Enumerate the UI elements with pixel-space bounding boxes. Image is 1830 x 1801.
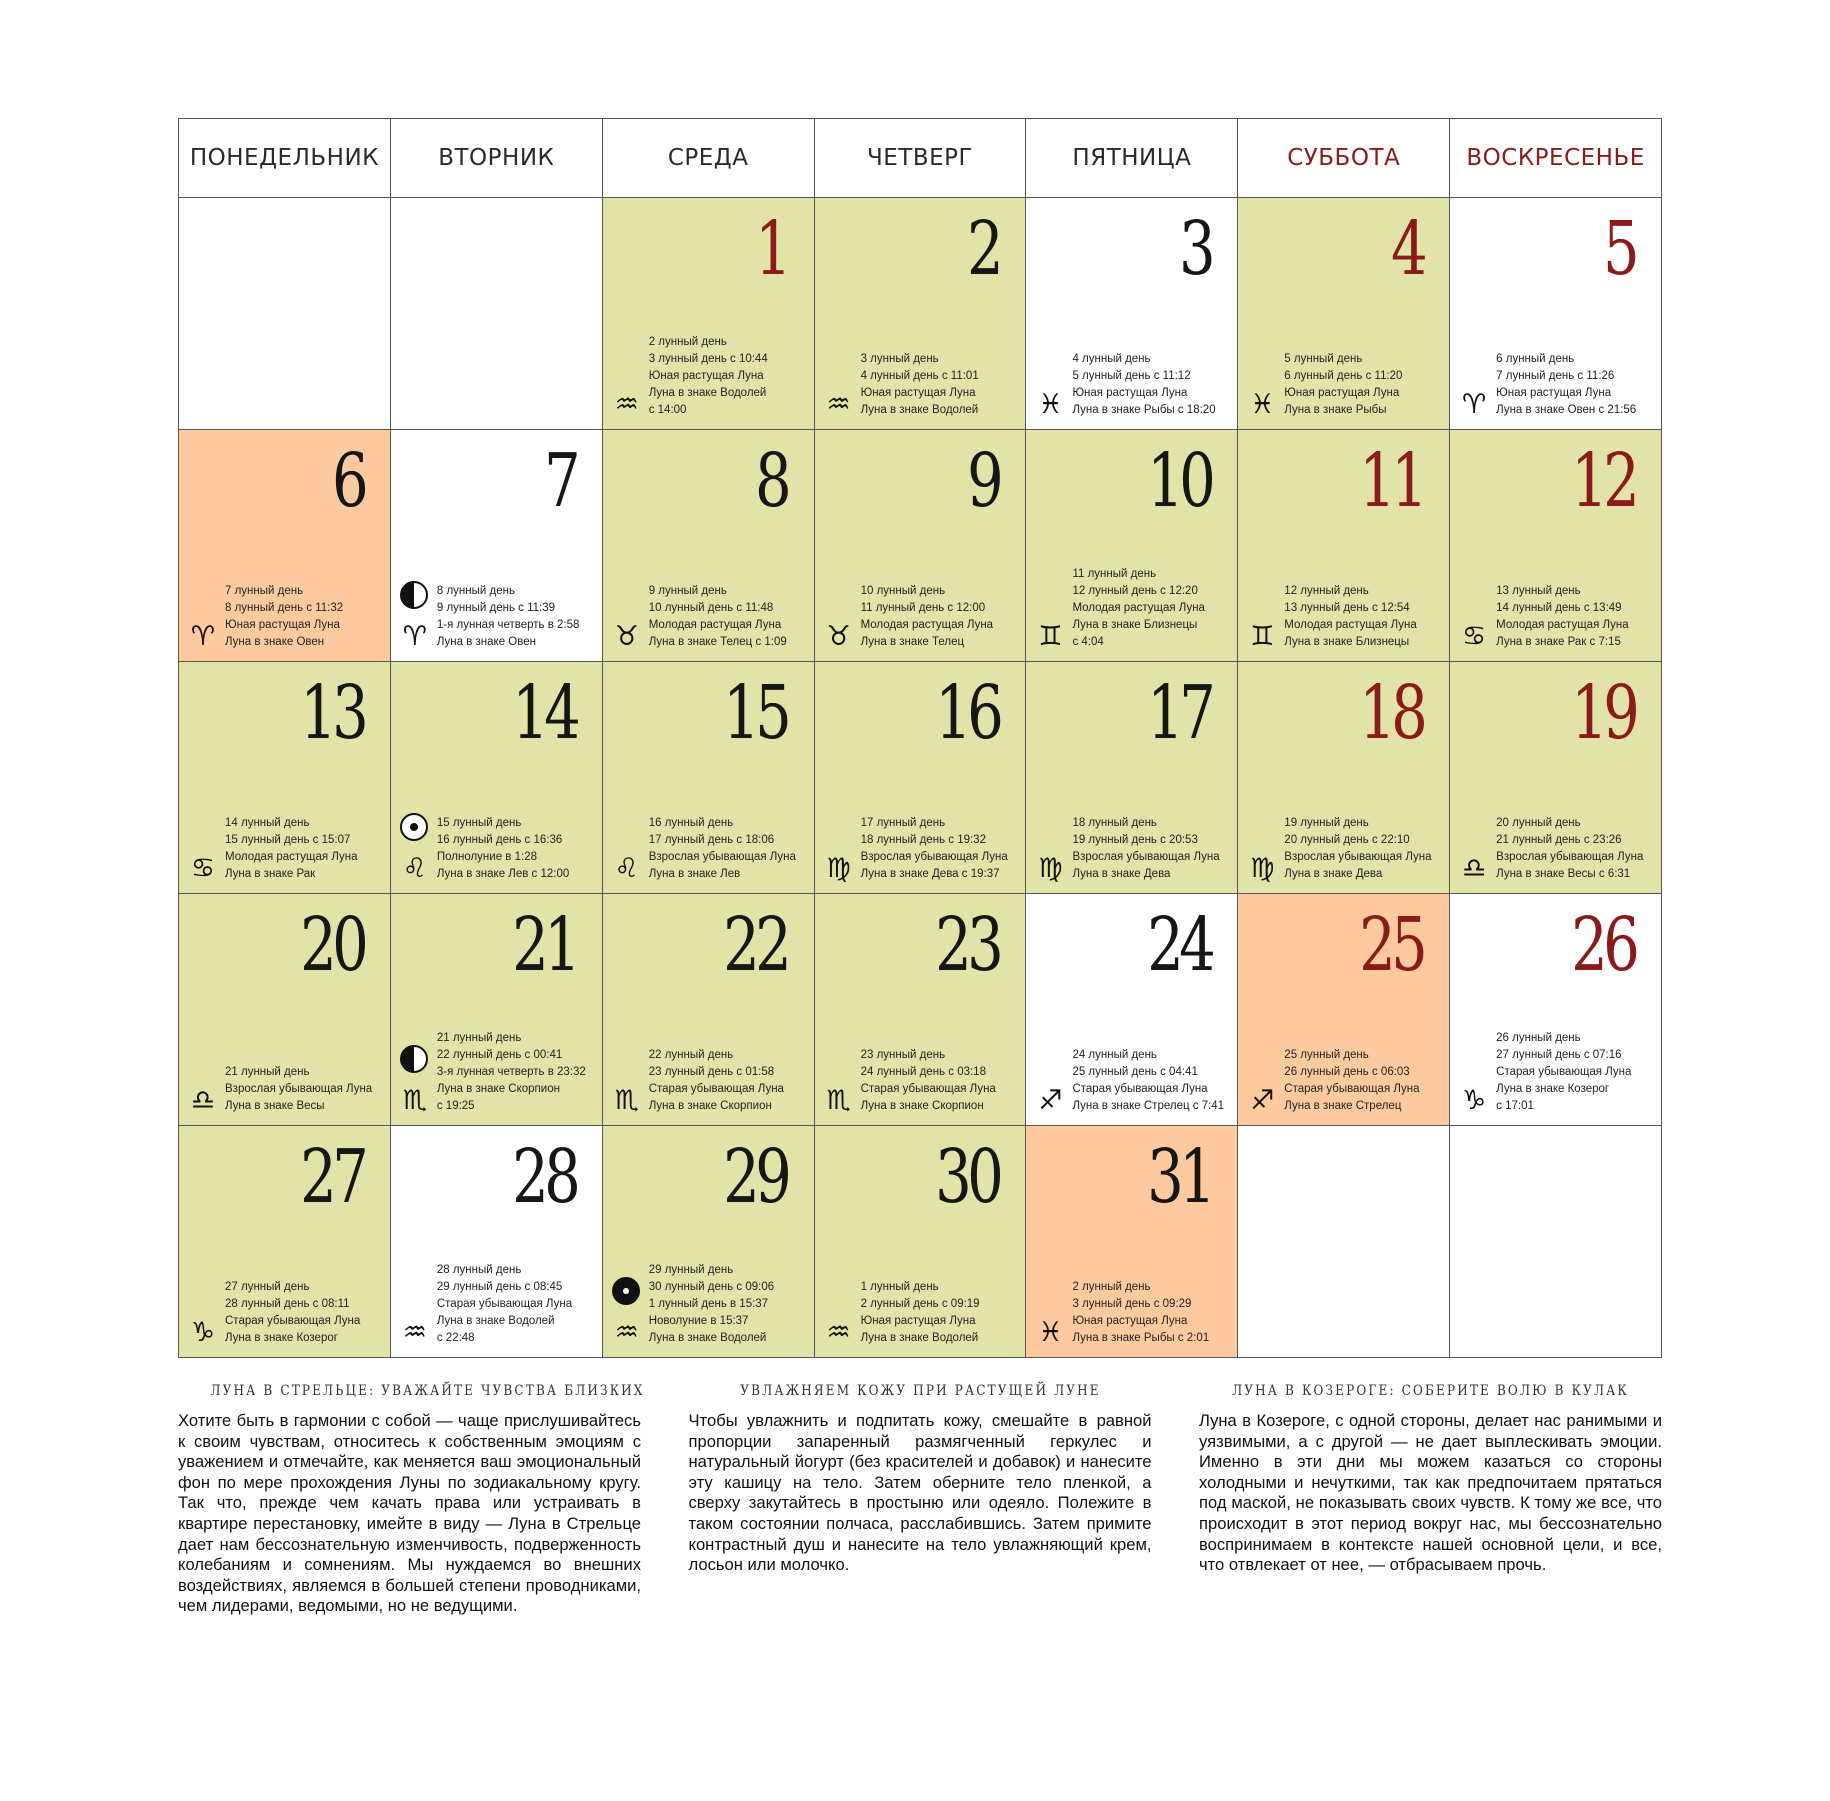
lunar-info-line: Юная растущая Луна bbox=[860, 387, 976, 399]
lunar-info-line: Юная растущая Луна bbox=[225, 619, 340, 631]
lunar-info-line: Луна в знаке Водолей bbox=[860, 404, 979, 416]
lunar-info-line: с 22:48 bbox=[436, 1332, 475, 1344]
lunar-info-line: Юная растущая Луна bbox=[1284, 387, 1400, 399]
lunar-info-line: 2 лунный день bbox=[1072, 1281, 1151, 1293]
lunar-info-line: Луна в знаке Водолей bbox=[648, 387, 767, 399]
aries-icon: ♈ bbox=[190, 621, 216, 652]
quarter-moon-icon bbox=[400, 1045, 428, 1073]
lunar-info-line: Луна в знаке Водолей bbox=[648, 1332, 767, 1344]
lunar-info-line: 1 лунный день bbox=[860, 1281, 939, 1293]
lunar-info-line: 7 лунный день с 11:26 bbox=[1496, 370, 1615, 382]
lunar-info-line: Луна в знаке Телец с 1:09 bbox=[648, 636, 787, 648]
lunar-info-line: Взрослая убывающая Луна bbox=[648, 851, 796, 863]
scorpio-icon: ♏ bbox=[614, 1085, 639, 1116]
lunar-info-line: 29 лунный день с 08:45 bbox=[436, 1281, 563, 1293]
lunar-info-line: 25 лунный день bbox=[1284, 1049, 1369, 1061]
day-cell bbox=[391, 1126, 603, 1357]
day-cell bbox=[1238, 198, 1450, 429]
lunar-info-line: Луна в знаке Дева bbox=[1072, 868, 1171, 880]
day-number: 30 bbox=[935, 1134, 1000, 1220]
day-number: 17 bbox=[1147, 670, 1212, 756]
lunar-info-line: 9 лунный день bbox=[648, 585, 727, 597]
lunar-info-line: 8 лунный день bbox=[436, 585, 515, 597]
capricorn-icon: ♑ bbox=[190, 1317, 216, 1348]
lunar-info-line: Луна в знаке Овен с 21:56 bbox=[1496, 404, 1637, 416]
article-body: Луна в Козероге, с одной стороны, делает нас ранимыми и уязвимыми, а с другой — не дает выплескивать эмоции. Именно в эти дни мы можем казаться со стороны холодными и нечуткими, так как предпочитаем прятаться под маской, не показывать своих чувств. К тому же все, что происходит в этот период вокруг нас, мы бессознательно воспринимаем в контексте нашей основной цели, и все, что отвлекает от нее, — отбрасываем прочь. bbox=[1199, 1411, 1662, 1575]
lunar-info bbox=[437, 1262, 572, 1347]
article-body: Хотите быть в гармонии с собой — чаще прислушивайтесь к своим чувствам, относитесь к собственным эмоциям с уважением и отмечайте, как меняется ваш эмоциональный фон по мере прохождения Луны по зодиакальному кругу. Так что, прежде чем качать права или устраивать в квартире перестановку, имейте в виду — Луна в Стрельце дает нам бессознательную изменчивость, подверженность колебаниям и сомнениям. Мы нуждаемся во внешних воздействиях, являемся в большей степени проводниками, чем лидерами, ведомыми, но не ведущими. bbox=[178, 1411, 641, 1616]
lunar-info-line: 4 лунный день с 11:01 bbox=[860, 370, 979, 382]
day-number: 27 bbox=[299, 1134, 364, 1220]
calendar-week bbox=[179, 1126, 1661, 1357]
day-number: 26 bbox=[1570, 902, 1636, 988]
lunar-info bbox=[649, 1047, 784, 1115]
lunar-info-line: Луна в знаке Весы с 6:31 bbox=[1496, 868, 1631, 880]
article-title: ЛУНА В СТРЕЛЬЦЕ: УВАЖАЙТЕ ЧУВСТВА БЛИЗКИХ bbox=[210, 1383, 645, 1399]
lunar-info-line: Юная растущая Луна bbox=[1072, 387, 1188, 399]
day-cell bbox=[815, 894, 1027, 1125]
lunar-info-line: Луна в знаке Телец bbox=[860, 636, 965, 648]
lunar-info-line: Луна в знаке Скорпион bbox=[648, 1100, 772, 1112]
calendar-week bbox=[179, 662, 1661, 894]
day-number: 20 bbox=[299, 902, 364, 988]
weekday-sunday: ВОСКРЕСЕНЬЕ bbox=[1466, 145, 1645, 171]
lunar-info-line: 11 лунный день bbox=[1072, 568, 1157, 580]
lunar-info-line: 2 лунный день с 09:19 bbox=[860, 1298, 980, 1310]
weekday-saturday: СУББОТА bbox=[1238, 119, 1450, 197]
empty-day-cell bbox=[391, 198, 603, 429]
day-number: 2 bbox=[967, 206, 1000, 292]
lunar-info-line: 5 лунный день bbox=[1284, 353, 1363, 365]
lunar-info-line: 3-я лунная четверть в 23:32 bbox=[436, 1066, 586, 1078]
weekday-header bbox=[179, 119, 1661, 198]
lunar-info-line: Луна в знаке Дева bbox=[1284, 868, 1383, 880]
aquarius-icon: ♒ bbox=[614, 1317, 639, 1348]
lunar-info-line: 1 лунный день в 15:37 bbox=[648, 1298, 769, 1310]
day-cell bbox=[179, 894, 391, 1125]
day-number: 25 bbox=[1359, 902, 1424, 988]
lunar-info-line: Луна в знаке Скорпион bbox=[436, 1083, 560, 1095]
lunar-info bbox=[1284, 583, 1417, 651]
calendar-week bbox=[179, 198, 1661, 430]
lunar-info-line: 21 лунный день с 23:26 bbox=[1496, 834, 1622, 846]
lunar-info-line: 16 лунный день с 16:36 bbox=[436, 834, 563, 846]
lunar-info-line: 5 лунный день с 11:12 bbox=[1072, 370, 1191, 382]
lunar-info-line: с 14:00 bbox=[648, 404, 687, 416]
day-number: 9 bbox=[967, 438, 1000, 524]
lunar-info-line: Старая убывающая Луна bbox=[1284, 1083, 1420, 1095]
lunar-info-line: 6 лунный день с 11:20 bbox=[1284, 370, 1403, 382]
moon-calendar bbox=[178, 118, 1662, 1358]
virgo-icon: ♍ bbox=[1038, 853, 1063, 884]
day-number: 31 bbox=[1147, 1134, 1212, 1220]
day-cell bbox=[815, 198, 1027, 429]
lunar-info bbox=[649, 583, 787, 651]
day-cell bbox=[603, 198, 815, 429]
lunar-info-line: Луна в знаке Козерог bbox=[225, 1332, 338, 1344]
lunar-info-line: Молодая растущая Луна bbox=[860, 619, 994, 631]
day-cell bbox=[1238, 894, 1450, 1125]
lunar-info-line: с 17:01 bbox=[1496, 1100, 1534, 1112]
gemini-icon: ♊ bbox=[1250, 621, 1275, 652]
day-number: 29 bbox=[723, 1134, 788, 1220]
lunar-info bbox=[861, 351, 979, 419]
lunar-info-line: Взрослая убывающая Луна bbox=[860, 851, 1008, 863]
pisces-icon: ♓ bbox=[1038, 389, 1063, 420]
taurus-icon: ♉ bbox=[826, 621, 851, 652]
lunar-info bbox=[1496, 1030, 1631, 1115]
lunar-info-line: Полнолуние в 1:28 bbox=[436, 851, 537, 863]
empty-day-cell bbox=[1450, 1126, 1661, 1357]
lunar-info bbox=[861, 815, 1008, 883]
day-number: 18 bbox=[1359, 670, 1424, 756]
day-number: 13 bbox=[299, 670, 364, 756]
lunar-info-line: 13 лунный день с 12:54 bbox=[1284, 602, 1410, 614]
day-number: 21 bbox=[511, 902, 576, 988]
day-number: 11 bbox=[1359, 438, 1424, 524]
lunar-info bbox=[437, 1030, 586, 1115]
day-cell bbox=[1238, 662, 1450, 893]
lunar-info-line: 6 лунный день bbox=[1496, 353, 1575, 365]
day-number: 22 bbox=[723, 902, 788, 988]
article-skin-care bbox=[689, 1383, 1152, 1617]
day-number: 10 bbox=[1147, 438, 1212, 524]
day-cell bbox=[1450, 430, 1661, 661]
day-number: 4 bbox=[1391, 206, 1424, 292]
lunar-info bbox=[1284, 351, 1402, 419]
lunar-info bbox=[1496, 815, 1643, 883]
empty-day-cell bbox=[179, 198, 391, 429]
lunar-info-line: Луна в знаке Рыбы bbox=[1284, 404, 1387, 416]
day-number: 8 bbox=[755, 438, 788, 524]
lunar-info-line: 7 лунный день bbox=[225, 585, 304, 597]
day-cell bbox=[1450, 894, 1661, 1125]
pisces-icon: ♓ bbox=[1038, 1317, 1063, 1348]
lunar-info-line: Луна в знаке Лев с 12:00 bbox=[436, 868, 570, 880]
lunar-info-line: 3 лунный день с 10:44 bbox=[648, 353, 768, 365]
lunar-info-line: Луна в знаке Весы bbox=[225, 1100, 325, 1112]
day-cell bbox=[179, 430, 391, 661]
lunar-info-line: 18 лунный день с 19:32 bbox=[860, 834, 986, 846]
lunar-info-line: 12 лунный день с 12:20 bbox=[1072, 585, 1198, 597]
calendar-week bbox=[179, 894, 1661, 1126]
lunar-info bbox=[225, 1279, 360, 1347]
lunar-info-line: Луна в знаке Водолей bbox=[436, 1315, 555, 1327]
lunar-info bbox=[437, 815, 569, 883]
weekday-monday: ПОНЕДЕЛЬНИК bbox=[179, 119, 391, 197]
lunar-info-line: Юная растущая Луна bbox=[648, 370, 764, 382]
cancer-icon: ♋ bbox=[190, 853, 216, 884]
weekday-wednesday: СРЕДА bbox=[603, 119, 815, 197]
lunar-info-line: Луна в знаке Овен bbox=[225, 636, 325, 648]
lunar-info-line: 16 лунный день bbox=[648, 817, 734, 829]
virgo-icon: ♍ bbox=[1250, 853, 1275, 884]
lunar-info-line: 17 лунный день bbox=[860, 817, 946, 829]
aries-icon: ♈ bbox=[1462, 389, 1487, 420]
lunar-info-line: 17 лунный день с 18:06 bbox=[648, 834, 775, 846]
lunar-info-line: 10 лунный день с 11:48 bbox=[648, 602, 774, 614]
day-number: 7 bbox=[543, 438, 576, 524]
lunar-info-line: 19 лунный день с 20:53 bbox=[1072, 834, 1198, 846]
weekday-thursday: ЧЕТВЕРГ bbox=[815, 119, 1027, 197]
lunar-info-line: 14 лунный день с 13:49 bbox=[1496, 602, 1622, 614]
lunar-info-line: Луна в знаке Близнецы bbox=[1072, 619, 1198, 631]
lunar-info-line: Старая убывающая Луна bbox=[225, 1315, 361, 1327]
lunar-info-line: 1-я лунная четверть в 2:58 bbox=[436, 619, 580, 631]
day-cell bbox=[1026, 894, 1238, 1125]
scorpio-icon: ♏ bbox=[826, 1085, 851, 1116]
lunar-info-line: 2 лунный день bbox=[648, 336, 727, 348]
lunar-info-line: 14 лунный день bbox=[225, 817, 310, 829]
lunar-info-line: Луна в знаке Стрелец с 7:41 bbox=[1072, 1100, 1225, 1112]
pisces-icon: ♓ bbox=[1250, 389, 1275, 420]
article-title: УВЛАЖНЯЕМ КОЖУ ПРИ РАСТУЩЕЙ ЛУНЕ bbox=[739, 1383, 1101, 1399]
articles bbox=[178, 1383, 1662, 1617]
lunar-info-line: 27 лунный день с 07:16 bbox=[1496, 1049, 1622, 1061]
lunar-info-line: 15 лунный день с 15:07 bbox=[225, 834, 351, 846]
lunar-info-line: Юная растущая Луна bbox=[1072, 1315, 1188, 1327]
leo-icon: ♌ bbox=[614, 853, 639, 884]
aries-icon: ♈ bbox=[402, 621, 427, 652]
libra-icon: ♎ bbox=[1462, 853, 1487, 884]
lunar-info-line: Взрослая убывающая Луна bbox=[225, 1083, 373, 1095]
article-sagittarius bbox=[178, 1383, 645, 1617]
lunar-info-line: 25 лунный день с 04:41 bbox=[1072, 1066, 1198, 1078]
lunar-info-line: 22 лунный день bbox=[648, 1049, 734, 1061]
day-number: 12 bbox=[1570, 438, 1636, 524]
lunar-info-line: 22 лунный день с 00:41 bbox=[436, 1049, 563, 1061]
lunar-info-line: 28 лунный день с 08:11 bbox=[225, 1298, 350, 1310]
day-number: 16 bbox=[935, 670, 1000, 756]
day-cell bbox=[603, 894, 815, 1125]
day-cell bbox=[815, 662, 1027, 893]
day-cell bbox=[391, 662, 603, 893]
leo-icon: ♌ bbox=[402, 853, 427, 884]
lunar-info-line: Молодая растущая Луна bbox=[1496, 619, 1629, 631]
article-capricorn bbox=[1199, 1383, 1662, 1617]
lunar-info bbox=[225, 815, 358, 883]
day-number: 3 bbox=[1179, 206, 1212, 292]
lunar-info bbox=[1496, 583, 1629, 651]
lunar-info-line: 30 лунный день с 09:06 bbox=[648, 1281, 775, 1293]
gemini-icon: ♊ bbox=[1038, 621, 1063, 652]
day-cell bbox=[815, 1126, 1027, 1357]
lunar-info-line: 9 лунный день с 11:39 bbox=[436, 602, 556, 614]
lunar-info bbox=[1072, 566, 1205, 651]
lunar-info-line: Новолуние в 15:37 bbox=[648, 1315, 749, 1327]
lunar-info-line: Луна в знаке Рыбы с 18:20 bbox=[1072, 404, 1216, 416]
lunar-info-line: 21 лунный день bbox=[436, 1032, 522, 1044]
lunar-info-line: Взрослая убывающая Луна bbox=[1072, 851, 1220, 863]
lunar-info-line: Молодая растущая Луна bbox=[1072, 602, 1205, 614]
lunar-info-line: 12 лунный день bbox=[1284, 585, 1369, 597]
lunar-info-line: Луна в знаке Стрелец bbox=[1284, 1100, 1402, 1112]
lunar-info bbox=[437, 583, 580, 651]
lunar-info-line: с 19:25 bbox=[436, 1100, 475, 1112]
lunar-info-line: 29 лунный день bbox=[648, 1264, 734, 1276]
lunar-info-line: 24 лунный день bbox=[1072, 1049, 1157, 1061]
lunar-info-line: Луна в знаке Овен bbox=[436, 636, 536, 648]
lunar-info bbox=[225, 1064, 372, 1115]
day-cell bbox=[603, 662, 815, 893]
lunar-info-line: Старая убывающая Луна bbox=[1496, 1066, 1632, 1078]
lunar-info-line: Взрослая убывающая Луна bbox=[1496, 851, 1644, 863]
day-cell bbox=[179, 662, 391, 893]
lunar-info-line: 24 лунный день с 03:18 bbox=[860, 1066, 986, 1078]
lunar-info-line: 26 лунный день bbox=[1496, 1032, 1581, 1044]
lunar-info bbox=[225, 583, 343, 651]
lunar-info-line: Старая убывающая Луна bbox=[1072, 1083, 1208, 1095]
day-cell bbox=[179, 1126, 391, 1357]
day-number: 23 bbox=[935, 902, 1000, 988]
lunar-info-line: 8 лунный день с 11:32 bbox=[225, 602, 344, 614]
day-cell bbox=[1026, 198, 1238, 429]
lunar-info bbox=[1284, 1047, 1419, 1115]
lunar-info bbox=[649, 815, 796, 883]
day-number: 19 bbox=[1570, 670, 1636, 756]
lunar-info-line: Луна в знаке Рыбы с 2:01 bbox=[1072, 1332, 1210, 1344]
lunar-info bbox=[1072, 1047, 1224, 1115]
aquarius-icon: ♒ bbox=[614, 389, 639, 420]
lunar-info-line: 28 лунный день bbox=[436, 1264, 522, 1276]
day-number: 28 bbox=[511, 1134, 576, 1220]
lunar-info-line: Луна в знаке Рак bbox=[225, 868, 316, 880]
taurus-icon: ♉ bbox=[614, 621, 639, 652]
lunar-info-line: 23 лунный день с 01:58 bbox=[648, 1066, 775, 1078]
sagittarius-icon: ♐ bbox=[1038, 1085, 1063, 1116]
day-cell bbox=[391, 430, 603, 661]
lunar-info-line: 27 лунный день bbox=[225, 1281, 310, 1293]
lunar-info-line: Луна в знаке Скорпион bbox=[860, 1100, 984, 1112]
day-number: 15 bbox=[723, 670, 788, 756]
day-cell bbox=[1238, 430, 1450, 661]
calendar-grid bbox=[179, 198, 1661, 1357]
day-cell bbox=[603, 430, 815, 661]
libra-icon: ♎ bbox=[190, 1085, 216, 1116]
lunar-info-line: Взрослая убывающая Луна bbox=[1284, 851, 1432, 863]
lunar-info-line: Старая убывающая Луна bbox=[648, 1083, 784, 1095]
aquarius-icon: ♒ bbox=[826, 1317, 851, 1348]
lunar-info-line: 21 лунный день bbox=[225, 1066, 310, 1078]
lunar-info-line: Молодая растущая Луна bbox=[1284, 619, 1417, 631]
aquarius-icon: ♒ bbox=[402, 1317, 427, 1348]
lunar-info-line: Старая убывающая Луна bbox=[860, 1083, 996, 1095]
lunar-info bbox=[649, 334, 768, 419]
lunar-info-line: Луна в знаке Лев bbox=[648, 868, 741, 880]
lunar-info-line: Молодая растущая Луна bbox=[225, 851, 358, 863]
aquarius-icon: ♒ bbox=[826, 389, 851, 420]
lunar-info bbox=[1496, 351, 1636, 419]
weekday-friday: ПЯТНИЦА bbox=[1026, 119, 1238, 197]
day-cell bbox=[815, 430, 1027, 661]
lunar-info-line: с 4:04 bbox=[1072, 636, 1104, 648]
sagittarius-icon: ♐ bbox=[1250, 1085, 1275, 1116]
day-number: 6 bbox=[331, 438, 364, 524]
lunar-info-line: 11 лунный день с 12:00 bbox=[860, 602, 986, 614]
empty-day-cell bbox=[1238, 1126, 1450, 1357]
lunar-info bbox=[1284, 815, 1431, 883]
lunar-info bbox=[649, 1262, 774, 1347]
cancer-icon: ♋ bbox=[1462, 621, 1487, 652]
lunar-info bbox=[861, 1047, 996, 1115]
lunar-info bbox=[1072, 351, 1215, 419]
lunar-info-line: Луна в знаке Козерог bbox=[1496, 1083, 1610, 1095]
full-moon-icon bbox=[400, 813, 428, 841]
lunar-info-line: 4 лунный день bbox=[1072, 353, 1151, 365]
day-cell bbox=[1450, 662, 1661, 893]
lunar-info-line: 20 лунный день с 22:10 bbox=[1284, 834, 1410, 846]
lunar-info-line: Молодая растущая Луна bbox=[648, 619, 782, 631]
lunar-info-line: Юная растущая Луна bbox=[1496, 387, 1612, 399]
day-cell bbox=[1450, 198, 1661, 429]
day-cell bbox=[1026, 430, 1238, 661]
lunar-info-line: 15 лунный день bbox=[436, 817, 522, 829]
day-number: 14 bbox=[511, 670, 576, 756]
lunar-info-line: Луна в знаке Водолей bbox=[860, 1332, 979, 1344]
lunar-info-line: 13 лунный день bbox=[1496, 585, 1581, 597]
day-cell bbox=[391, 894, 603, 1125]
lunar-info-line: Луна в знаке Близнецы bbox=[1284, 636, 1410, 648]
quarter-moon-icon bbox=[400, 581, 428, 609]
lunar-info-line: 23 лунный день bbox=[860, 1049, 946, 1061]
calendar-week bbox=[179, 430, 1661, 662]
new-moon-icon bbox=[612, 1277, 640, 1305]
lunar-info-line: 18 лунный день bbox=[1072, 817, 1157, 829]
day-cell bbox=[1026, 1126, 1238, 1357]
lunar-info-line: Юная растущая Луна bbox=[860, 1315, 976, 1327]
lunar-info-line: Луна в знаке Дева с 19:37 bbox=[860, 868, 1000, 880]
lunar-info-line: 20 лунный день bbox=[1496, 817, 1581, 829]
day-number: 5 bbox=[1602, 206, 1636, 292]
article-body: Чтобы увлажнить и подпитать кожу, смешайте в равной пропорции запаренный размягченный геркулес и натуральный йогурт (без красителей и добавок) и нанесите эту кашицу на тело. Затем оберните тело пленкой, а сверху закутайтесь в простыню или одеяло. Полежите в таком состоянии полчаса, расслабившись. Затем примите контрастный душ и нанесите на тело увлажняющий крем, лосьон или молочко. bbox=[688, 1411, 1152, 1575]
lunar-info-line: Луна в знаке Рак с 7:15 bbox=[1496, 636, 1621, 648]
scorpio-icon: ♏ bbox=[402, 1085, 427, 1116]
article-title: ЛУНА В КОЗЕРОГЕ: СОБЕРИТЕ ВОЛЮ В КУЛАК bbox=[1232, 1383, 1629, 1399]
day-number: 1 bbox=[755, 206, 788, 292]
lunar-info-line: 26 лунный день с 06:03 bbox=[1284, 1066, 1410, 1078]
lunar-info-line: 3 лунный день bbox=[860, 353, 939, 365]
day-cell bbox=[603, 1126, 815, 1357]
weekday-tuesday: ВТОРНИК bbox=[391, 119, 603, 197]
day-cell bbox=[1026, 662, 1238, 893]
lunar-info-line: 19 лунный день bbox=[1284, 817, 1369, 829]
lunar-info-line: 10 лунный день bbox=[860, 585, 946, 597]
lunar-info bbox=[861, 1279, 980, 1347]
day-number: 24 bbox=[1147, 902, 1212, 988]
lunar-info bbox=[861, 583, 994, 651]
lunar-info bbox=[1072, 1279, 1209, 1347]
lunar-info-line: Старая убывающая Луна bbox=[436, 1298, 573, 1310]
capricorn-icon: ♑ bbox=[1462, 1085, 1487, 1116]
virgo-icon: ♍ bbox=[826, 853, 851, 884]
lunar-info-line: 3 лунный день с 09:29 bbox=[1072, 1298, 1192, 1310]
lunar-info bbox=[1072, 815, 1219, 883]
